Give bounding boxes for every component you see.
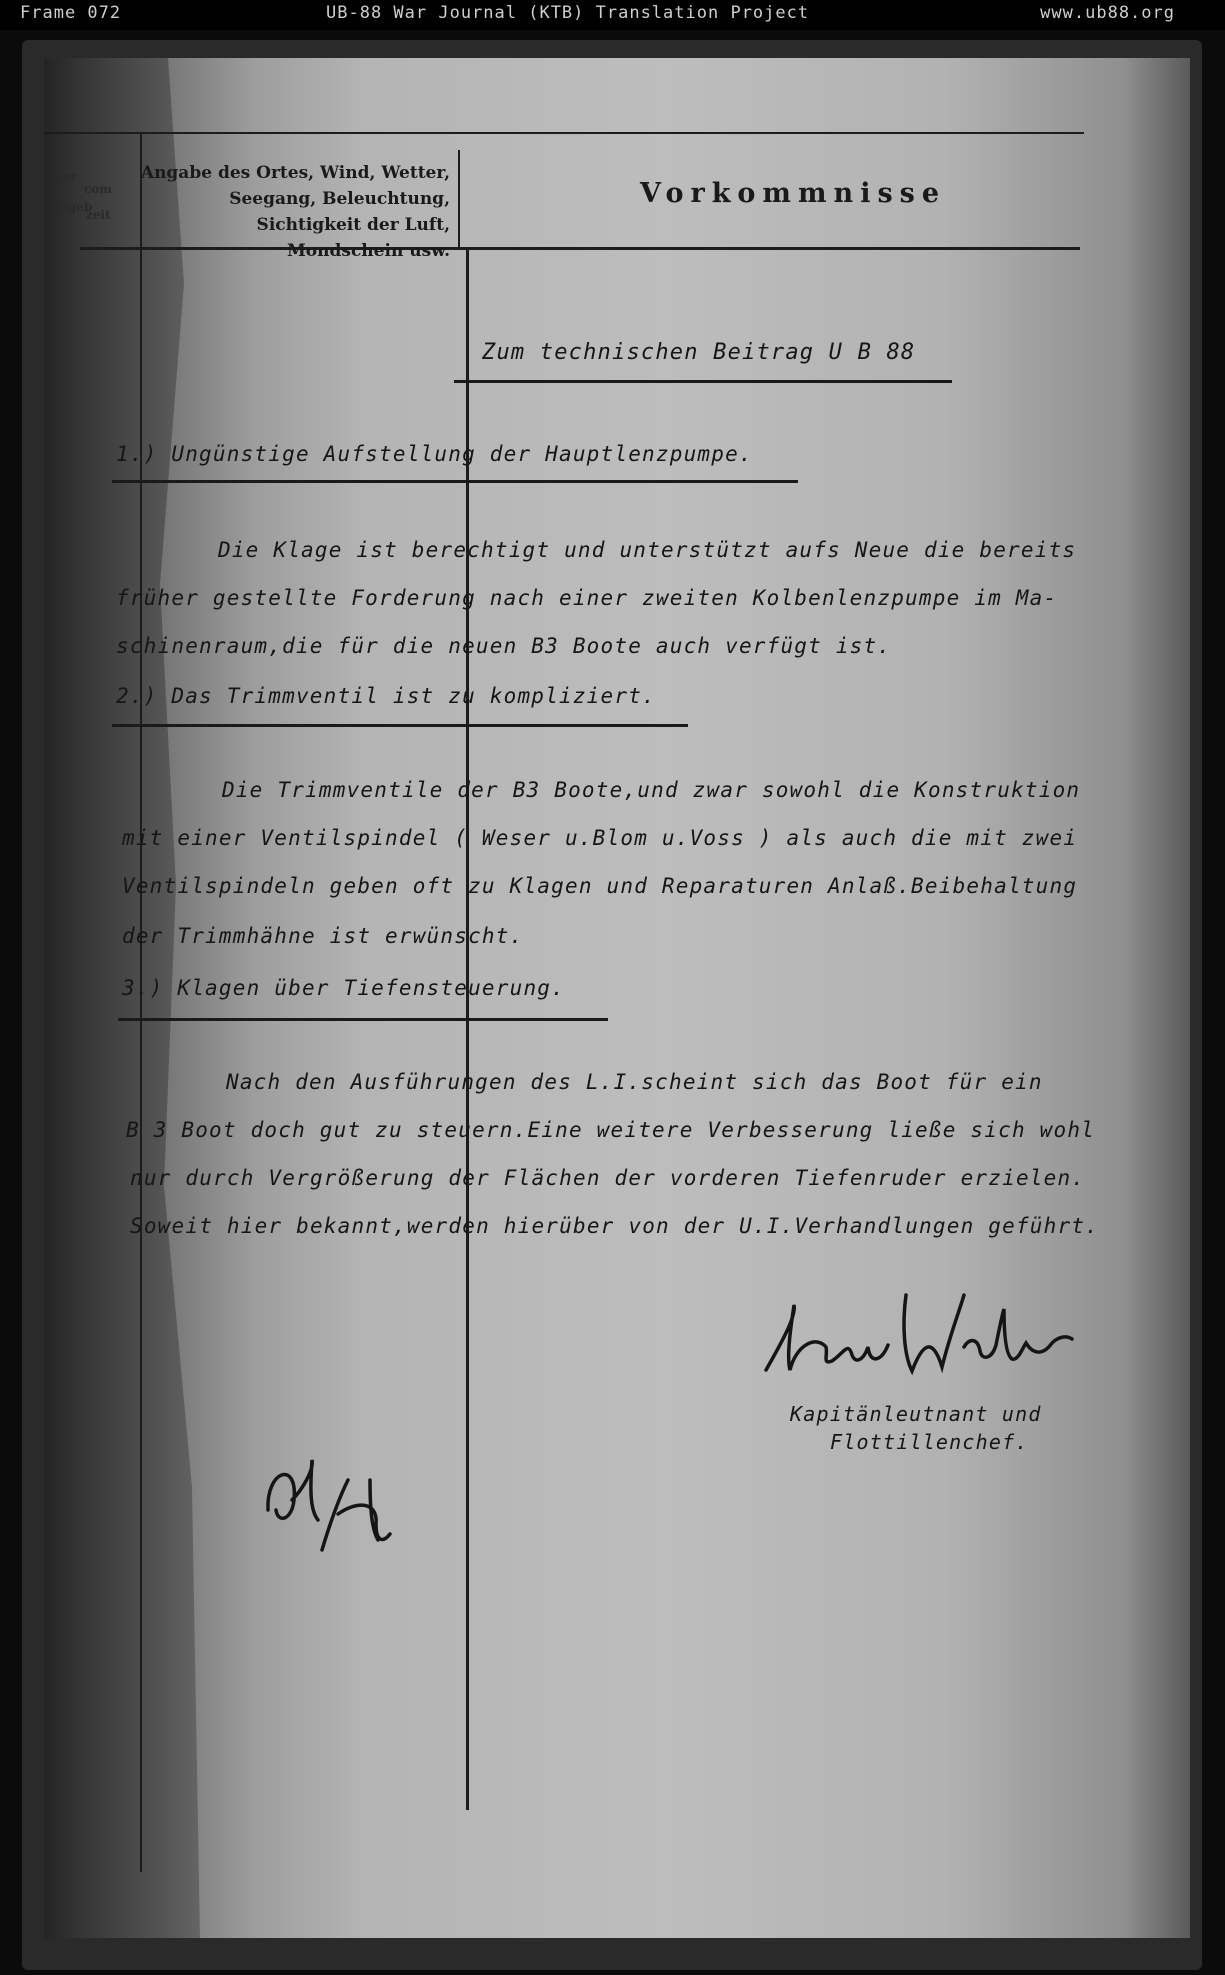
column-header-stub-d: zeit — [86, 208, 111, 222]
section-1-line: Die Klage ist berechtigt und unterstützt aufs Neue die bereits — [218, 538, 1077, 562]
section-2-line: mit einer Ventilspindel ( Weser u.Blom u.Voss ) als auch die mit zwei — [122, 826, 1078, 850]
title-underline — [454, 380, 952, 383]
website-link[interactable]: www.ub88.org — [1040, 3, 1175, 23]
section-1-line: früher gestellte Forderung nach einer zweiten Kolbenlenzpumpe im Ma- — [116, 586, 1058, 610]
section-3-line: Soweit hier bekannt,werden hierüber von der U.I.Verhandlungen geführt. — [130, 1214, 1100, 1238]
section-2-line: Die Trimmventile der B3 Boote,und zwar sowohl die Konstruktion — [222, 778, 1081, 802]
section-2-heading: 2.) Das Trimmventil ist zu kompliziert. — [116, 684, 656, 708]
section-2-underline — [112, 724, 688, 727]
handwritten-initials — [258, 1440, 408, 1560]
section-3-line: B 3 Boot doch gut zu steuern.Eine weitere Verbesserung ließe sich wohl — [126, 1118, 1096, 1142]
project-title: UB-88 War Journal (KTB) Translation Project — [326, 3, 810, 23]
frame-number: Frame 072 — [20, 3, 122, 23]
column-rule-middle — [458, 150, 460, 250]
column-header-events: Vorkommnisse — [640, 178, 947, 209]
handwritten-signature — [756, 1275, 1076, 1385]
section-3-underline — [118, 1018, 608, 1021]
header-top-rule — [44, 132, 1084, 134]
column-header-location-weather: Angabe des Ortes, Wind, Wetter, Seegang, Beleuchtung, Sichtigkeit der Luft, Mondschein usw. — [140, 163, 450, 261]
section-3-line: Nach den Ausführungen des L.I.scheint sich das Boot für ein — [226, 1070, 1043, 1094]
section-2-line: der Trimmhähne ist erwünscht. — [122, 924, 524, 948]
document-title: Zum technischen Beitrag U B 88 — [482, 340, 916, 365]
column-header-stub-a: Der — [52, 170, 77, 184]
caption-bar — [0, 0, 1225, 30]
column-rule-entries — [466, 250, 469, 1810]
section-3-heading: 3.) Klagen über Tiefensteuerung. — [122, 976, 565, 1000]
column-header-stub-b: gegeb — [52, 200, 93, 214]
column-rule-left — [140, 132, 142, 1872]
signatory-title: Flottillenchef. — [830, 1430, 1029, 1454]
signatory-rank: Kapitänleutnant und — [790, 1402, 1042, 1426]
section-3-line: nur durch Vergrößerung der Flächen der vorderen Tiefenruder erzielen. — [130, 1166, 1086, 1190]
column-header-stub-c: com — [84, 182, 113, 196]
section-1-line: schinenraum,die für die neuen B3 Boote auch verfügt ist. — [116, 634, 892, 658]
section-1-heading: 1.) Ungünstige Aufstellung der Hauptlenzpumpe. — [116, 442, 753, 466]
section-1-underline — [112, 480, 798, 483]
section-2-line: Ventilspindeln geben oft zu Klagen und Reparaturen Anlaß.Beibehaltung — [122, 874, 1078, 898]
